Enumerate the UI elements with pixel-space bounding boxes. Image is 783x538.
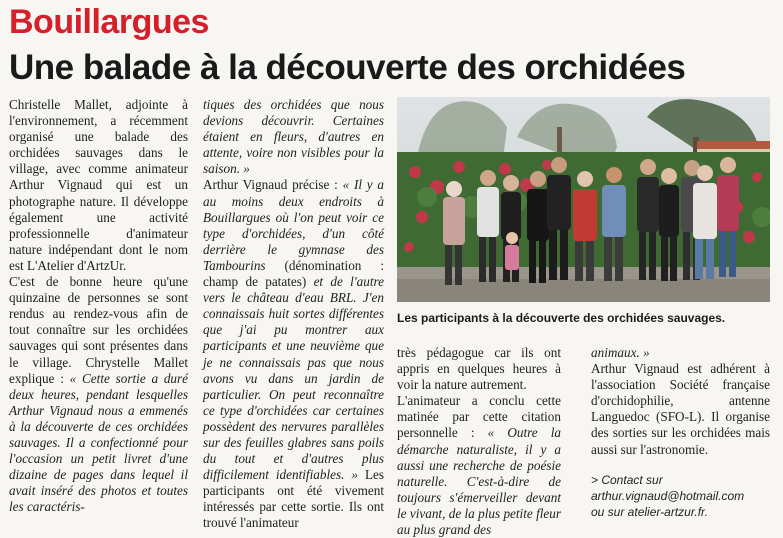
paragraph: très pédagogue car ils ont appris en quelques heures à voir la nature autrement. bbox=[397, 345, 561, 393]
article-photo bbox=[397, 97, 770, 302]
article-column-1 bbox=[9, 97, 188, 515]
group-photo-image bbox=[397, 97, 770, 302]
quote-text: « Cette sortie a duré deux heures, pendant lesquelles Arthur Vignaud nous a emmenés à la découverte de ces orchidées sauvages. Il a confectionné pour l'occasion un petit livret d'une dizaine de pages dans lequel il avait inséré des photos et toutes les caractéris- bbox=[9, 370, 188, 515]
paragraph-text: L'animateur a conclu cette matinée par cette citation personnelle : bbox=[397, 393, 561, 441]
paragraph bbox=[203, 177, 384, 531]
quote-text: « Outre la démarche naturaliste, il y a aussi une recherche de poésie naturelle. C'est-à-dire de toujours s'émerveiller devant le vivant, de la plus petite fleur au plus grand des bbox=[397, 425, 561, 538]
article-column-4 bbox=[591, 345, 770, 520]
paragraph bbox=[9, 274, 188, 515]
quote-paragraph: tiques des orchidées que nous devions découvrir. Certaines étaient en fleurs, d'autres en attente, voire non visibles pour la saison. » bbox=[203, 97, 384, 177]
paragraph-text: Les participants ont été vivement intéressés par cette sortie. Ils ont trouvé l'animateur bbox=[203, 467, 384, 531]
paragraph: Christelle Mallet, adjointe à l'environnement, a récemment organisé une balade des orchidées sauvages dans le village, avec comme animateur Arthur Vignaud qui est un photographe nature. Il développe également une activité professionnelle d'animateur nature indépendant dont le nom est L'Atelier d'ArtzUr. bbox=[9, 97, 188, 273]
photo-caption: Les participants à la découverte des orchidées sauvages. bbox=[397, 311, 726, 325]
quote-text: et de l'autre vers le château d'eau BRL. J'en connaissais huit sortes différentes que j'ai pu montrer aux participants et une neuvième que je ne connaissais pas que nous avons vu dans un jardin de particulier. On peut reconnaître ce type d'orchidées car certaines possèdent des nervures parallèles sur des feuilles glabres sans poils du tout et d'autres plus difficilement identifiables. » bbox=[203, 274, 384, 483]
paragraph-text: (dénomination : champ de patates) bbox=[203, 257, 384, 290]
article-headline: Une balade à la découverte des orchidées bbox=[9, 48, 686, 87]
contact-website-link[interactable]: ou sur atelier-artzur.fr. bbox=[591, 504, 708, 519]
contact-email-link[interactable]: arthur.vignaud@hotmail.com bbox=[591, 488, 745, 503]
paragraph-text: C'est de bonne heure qu'une quinzaine de personnes se sont rendus au rendez-vous afin de tout connaître sur les orchidées sauvages qui sont présentes dans le village. Chrystelle Mallet explique : bbox=[9, 274, 188, 386]
quote-text: « Il y a au moins deux endroits à Bouillargues où l'on peut voir ce type d'orchidées, d'un côté derrière le gymnase des Tambourins bbox=[203, 177, 384, 273]
contact-label: > Contact sur bbox=[591, 472, 663, 487]
quote-paragraph: animaux. » bbox=[591, 345, 650, 360]
paragraph bbox=[397, 393, 561, 538]
paragraph-text: Arthur Vignaud précise : bbox=[203, 177, 343, 193]
paragraph: Arthur Vignaud est adhérent à l'association Société française d'orchidophilie, antenne Languedoc (SFO-L). Il organise des sorties sur les orchidées mais aussi sur l'astronomie. bbox=[591, 361, 770, 457]
article-kicker: Bouillargues bbox=[9, 3, 209, 41]
article-column-2 bbox=[203, 97, 384, 532]
contact-block bbox=[591, 472, 770, 520]
article-column-3 bbox=[397, 345, 561, 538]
